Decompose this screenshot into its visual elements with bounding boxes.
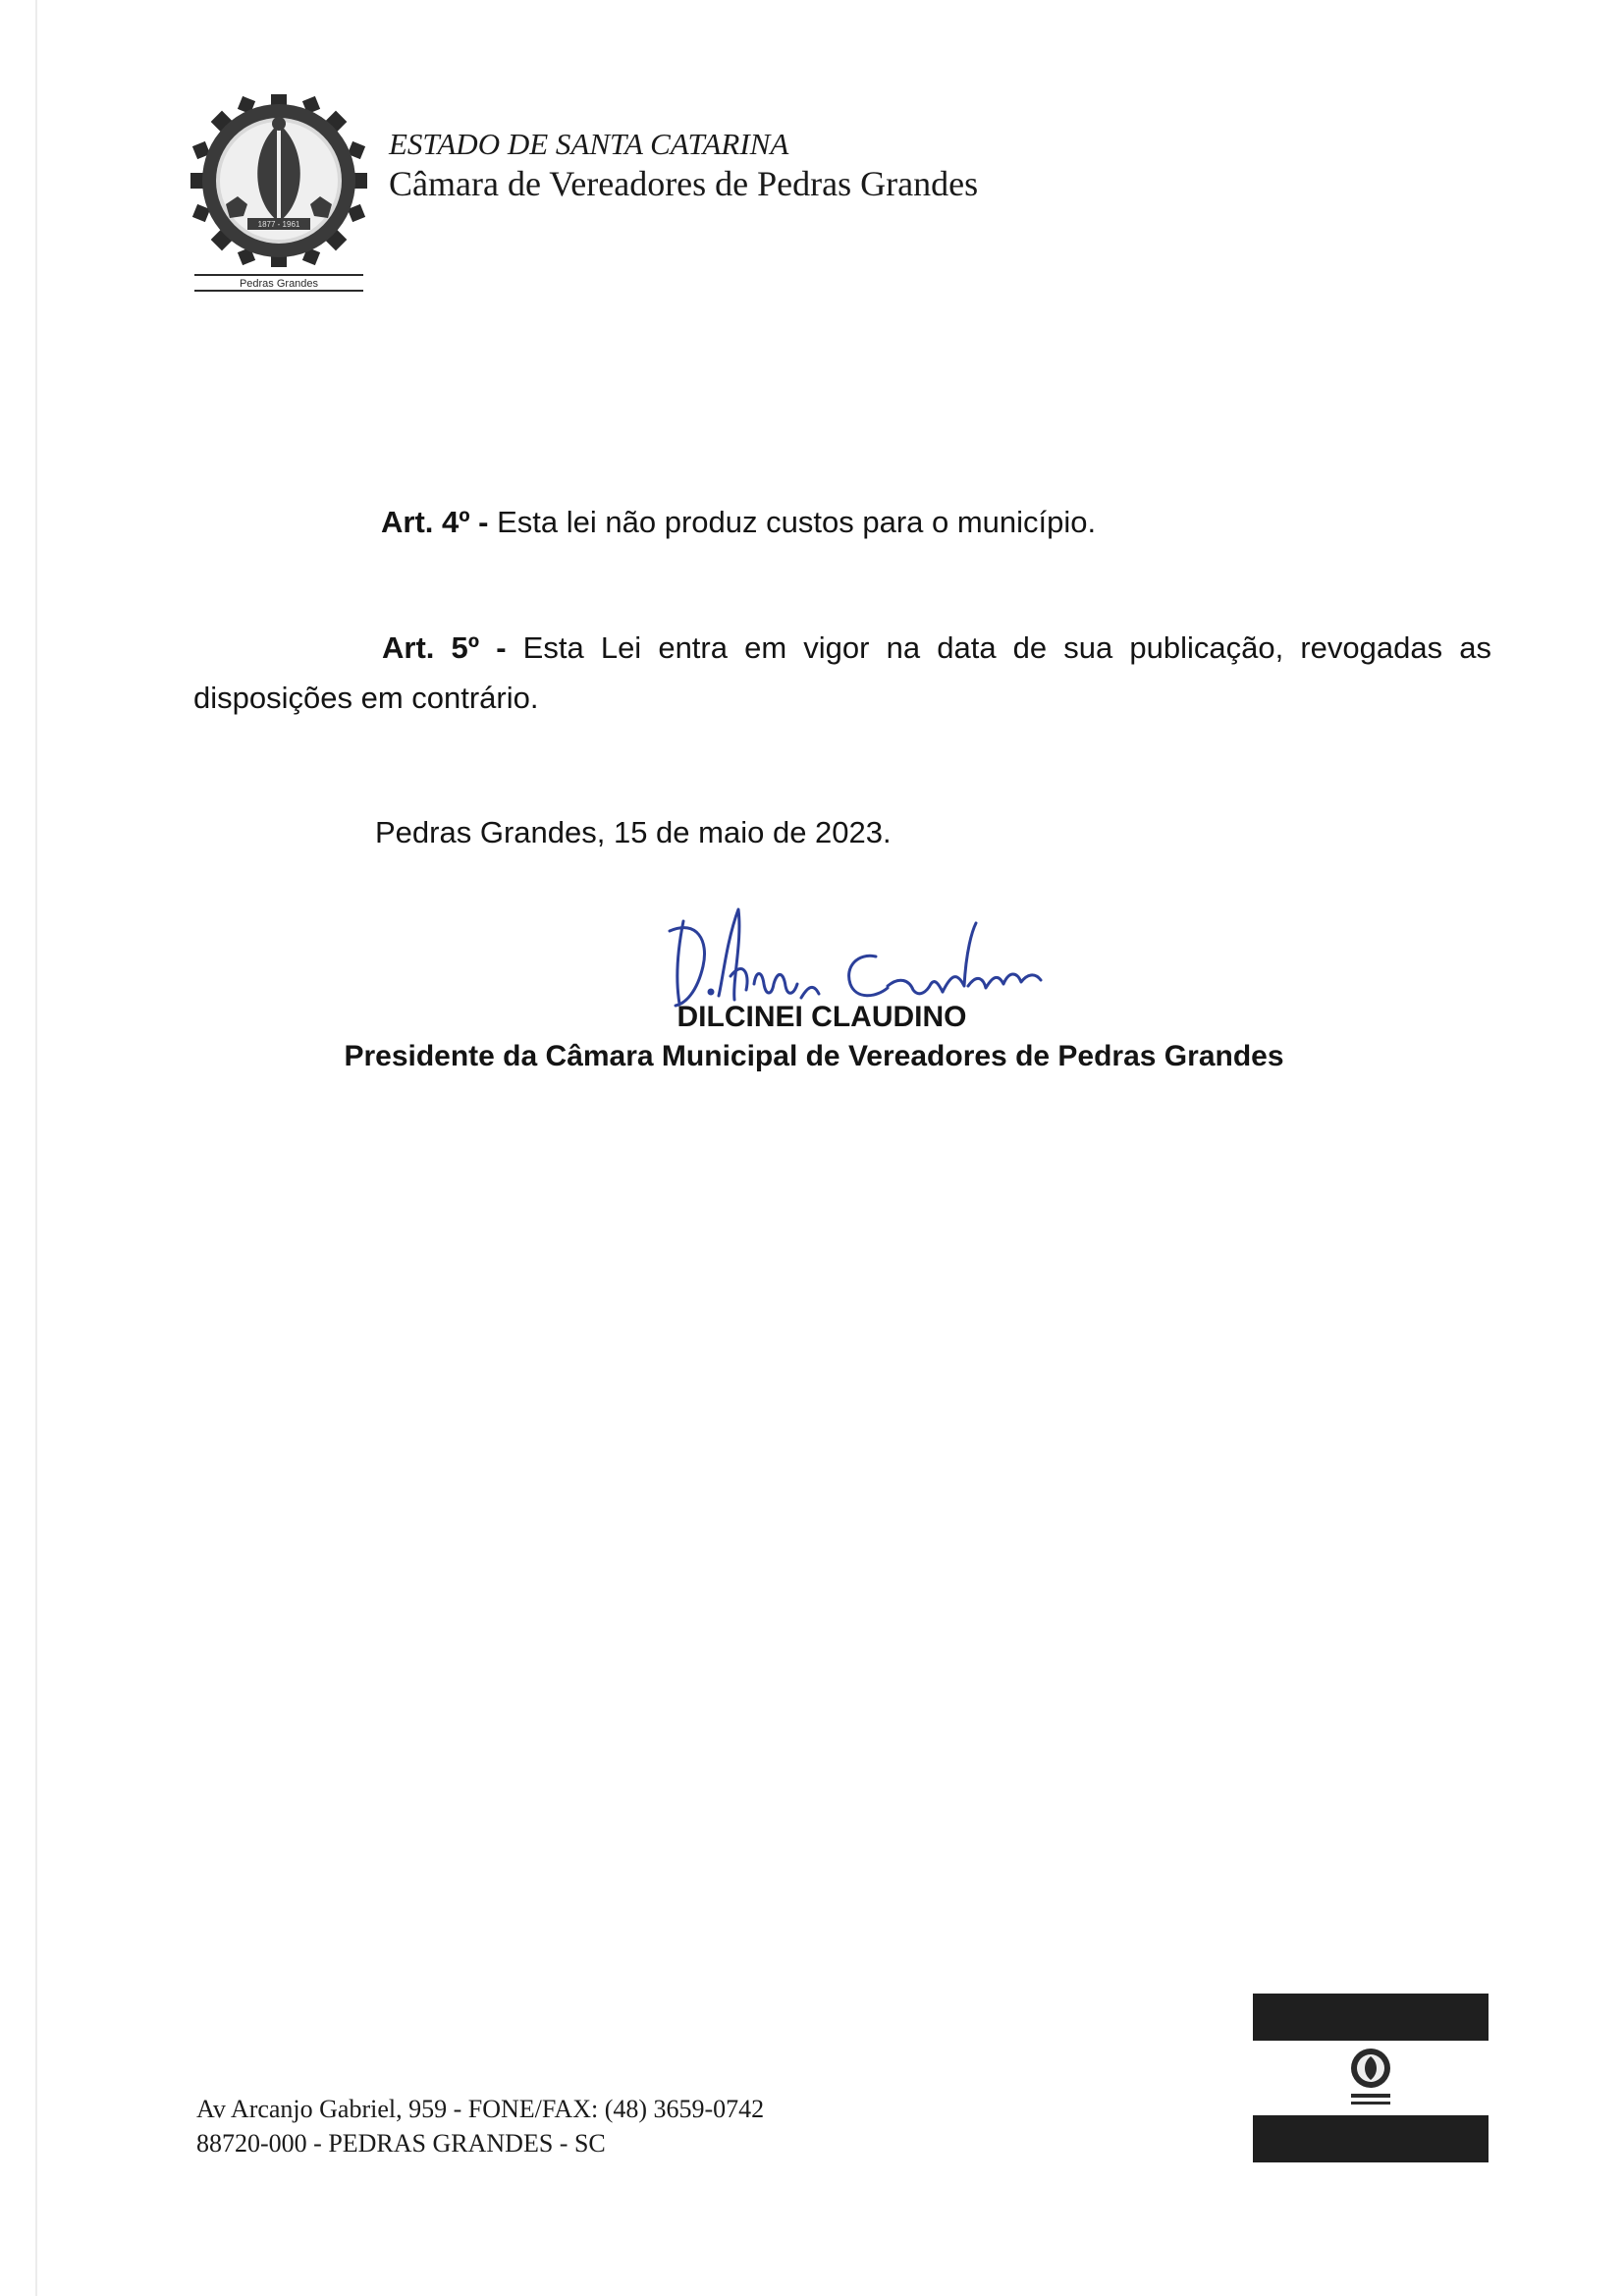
signer-block — [0, 998, 1624, 1076]
letterhead — [389, 128, 978, 206]
article-5 — [193, 623, 1491, 723]
mini-seal-icon — [1347, 2045, 1394, 2111]
signer-role: Presidente da Câmara Municipal de Vereadores de Pedras Grandes — [344, 1040, 1284, 1072]
footer-emblem — [1253, 1994, 1489, 2162]
signer-name: DILCINEI CLAUDINO — [677, 1001, 967, 1033]
svg-text:1877 - 1961: 1877 - 1961 — [257, 220, 300, 229]
svg-text:Pedras Grandes: Pedras Grandes — [239, 278, 319, 290]
scan-edge — [35, 0, 37, 2296]
municipal-seal-icon — [190, 94, 367, 297]
article-label: Art. 4º - — [381, 505, 489, 539]
article-text: Esta Lei entra em vigor na data de sua publicação, revogadas as disposições em contrário. — [193, 630, 1491, 715]
footer-address — [196, 2092, 764, 2160]
chamber-name: Câmara de Vereadores de Pedras Grandes — [389, 164, 979, 203]
article-4 — [381, 497, 1096, 547]
state-name: ESTADO DE SANTA CATARINA — [389, 127, 789, 161]
article-label: Art. 5º - — [382, 630, 507, 665]
footer-stripe-top — [1253, 1994, 1489, 2041]
place-date: Pedras Grandes, 15 de maio de 2023. — [375, 815, 892, 849]
city-line: 88720-000 - PEDRAS GRANDES - SC — [196, 2129, 606, 2158]
address-line: Av Arcanjo Gabriel, 959 - FONE/FAX: (48) 3659-0742 — [196, 2095, 765, 2123]
article-text: Esta lei não produz custos para o município. — [497, 505, 1097, 539]
footer-stripe-bottom — [1253, 2115, 1489, 2162]
